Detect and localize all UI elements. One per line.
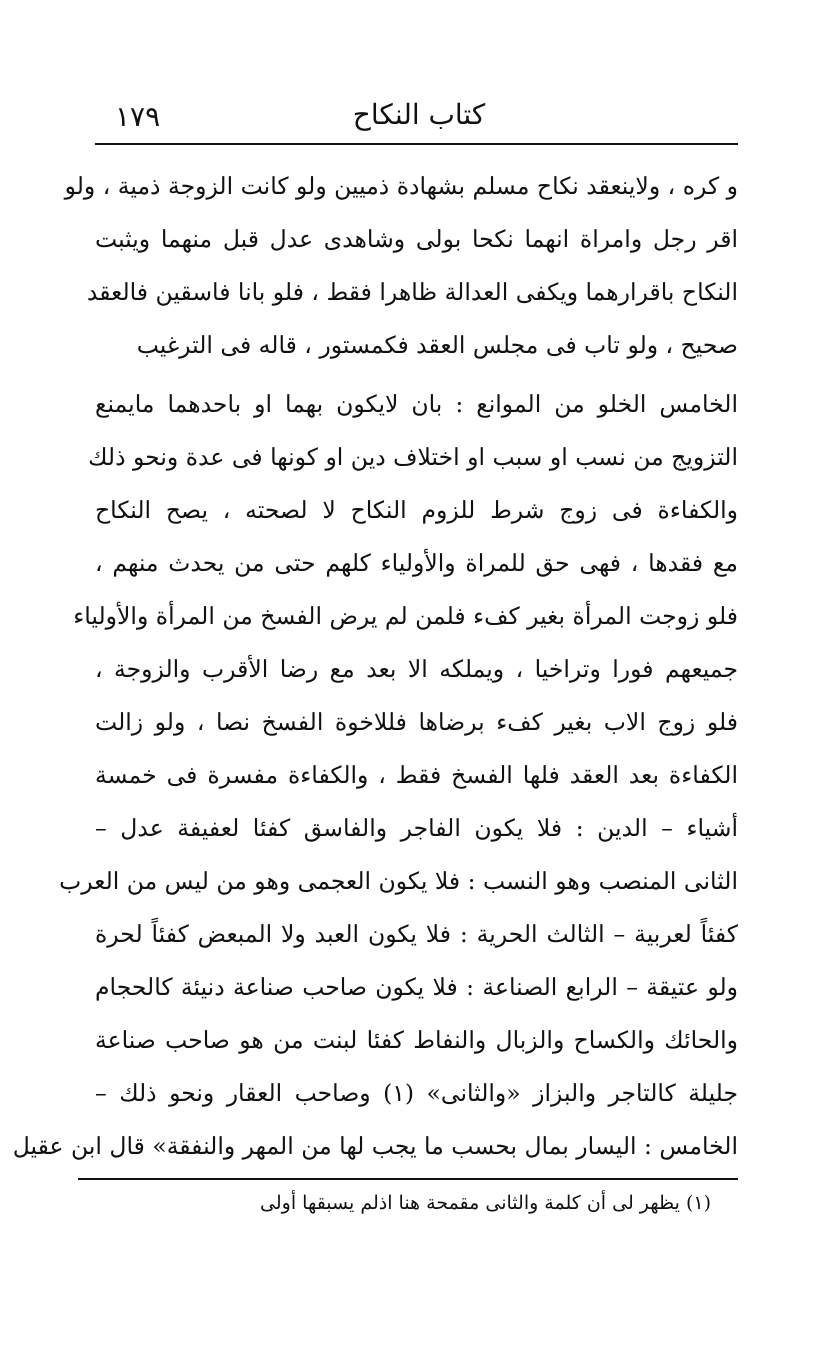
footnote: (١) يظهر لى أن كلمة والثانى مقمحة هنا اذلم يسبقها أولى — [260, 1192, 711, 1214]
text-line: جليلة كالتاجر والبزاز «والثانى» (١) وصاحب العقار ونحو ذلك – — [95, 1079, 738, 1107]
footnote-divider — [78, 1178, 738, 1180]
text-line: أشياء – الدين : فلا يكون الفاجر والفاسق كفئا لعفيفة عدل – — [95, 814, 738, 842]
text-line: صحيح ، ولو تاب فى مجلس العقد فكمستور ، قاله فى الترغيب — [136, 331, 738, 359]
text-line: الكفاءة بعد العقد فلها الفسخ فقط ، والكفاءة مفسرة فى خمسة — [95, 761, 738, 789]
text-line: والكفاءة فى زوج شرط للزوم النكاح لا لصحته ، يصح النكاح — [95, 496, 738, 524]
text-line: الثانى المنصب وهو النسب : فلا يكون العجمى وهو من ليس من العرب — [59, 867, 738, 895]
body-text — [12, 160, 738, 1173]
header-divider — [95, 143, 738, 145]
page-number: ١٧٩ — [115, 100, 161, 133]
page-header — [95, 96, 743, 142]
text-line: الخامس : اليسار بمال بحسب ما يجب لها من المهر والنفقة» قال ابن عقيل — [12, 1132, 738, 1160]
text-line: فلو زوجت المرأة بغير كفء فلمن لم يرض الفسخ من المرأة والأولياء — [73, 602, 738, 630]
chapter-title: كتاب النكاح — [352, 98, 486, 131]
text-line: فلو زوج الاب بغير كفء برضاها فللاخوة الفسخ نصا ، ولو زالت — [95, 708, 738, 736]
text-line: النكاح باقرارهما ويكفى العدالة ظاهرا فقط ، فلو بانا فاسقين فالعقد — [86, 278, 738, 306]
text-line: ولو عتيقة – الرابع الصناعة : فلا يكون صاحب صناعة دنيئة كالحجام — [95, 973, 738, 1001]
text-line: الخامس الخلو من الموانع : بان لايكون بهما او باحدهما مايمنع — [95, 390, 738, 418]
text-line: اقر رجل وامراة انهما نكحا بولى وشاهدى عدل قبل منهما ويثبت — [95, 225, 738, 253]
text-line: والحائك والكساح والزبال والنفاط كفئا لبنت من هو صاحب صناعة — [95, 1026, 738, 1054]
text-line: جميعهم فورا وتراخيا ، ويملكه الا بعد مع رضا الأقرب والزوجة ، — [95, 655, 738, 683]
text-line: التزويج من نسب او سبب او اختلاف دين او كونها فى عدة ونحو ذلك — [88, 443, 738, 471]
text-line: و كره ، ولاينعقد نكاح مسلم بشهادة ذميين ولو كانت الزوجة ذمية ، ولو — [64, 172, 738, 200]
text-line: مع فقدها ، فهى حق للمراة والأولياء كلهم حتى من يحدث منهم ، — [95, 549, 738, 577]
text-line: كفئاً لعربية – الثالث الحرية : فلا يكون العبد ولا المبعض كفئاً لحرة — [95, 920, 738, 948]
